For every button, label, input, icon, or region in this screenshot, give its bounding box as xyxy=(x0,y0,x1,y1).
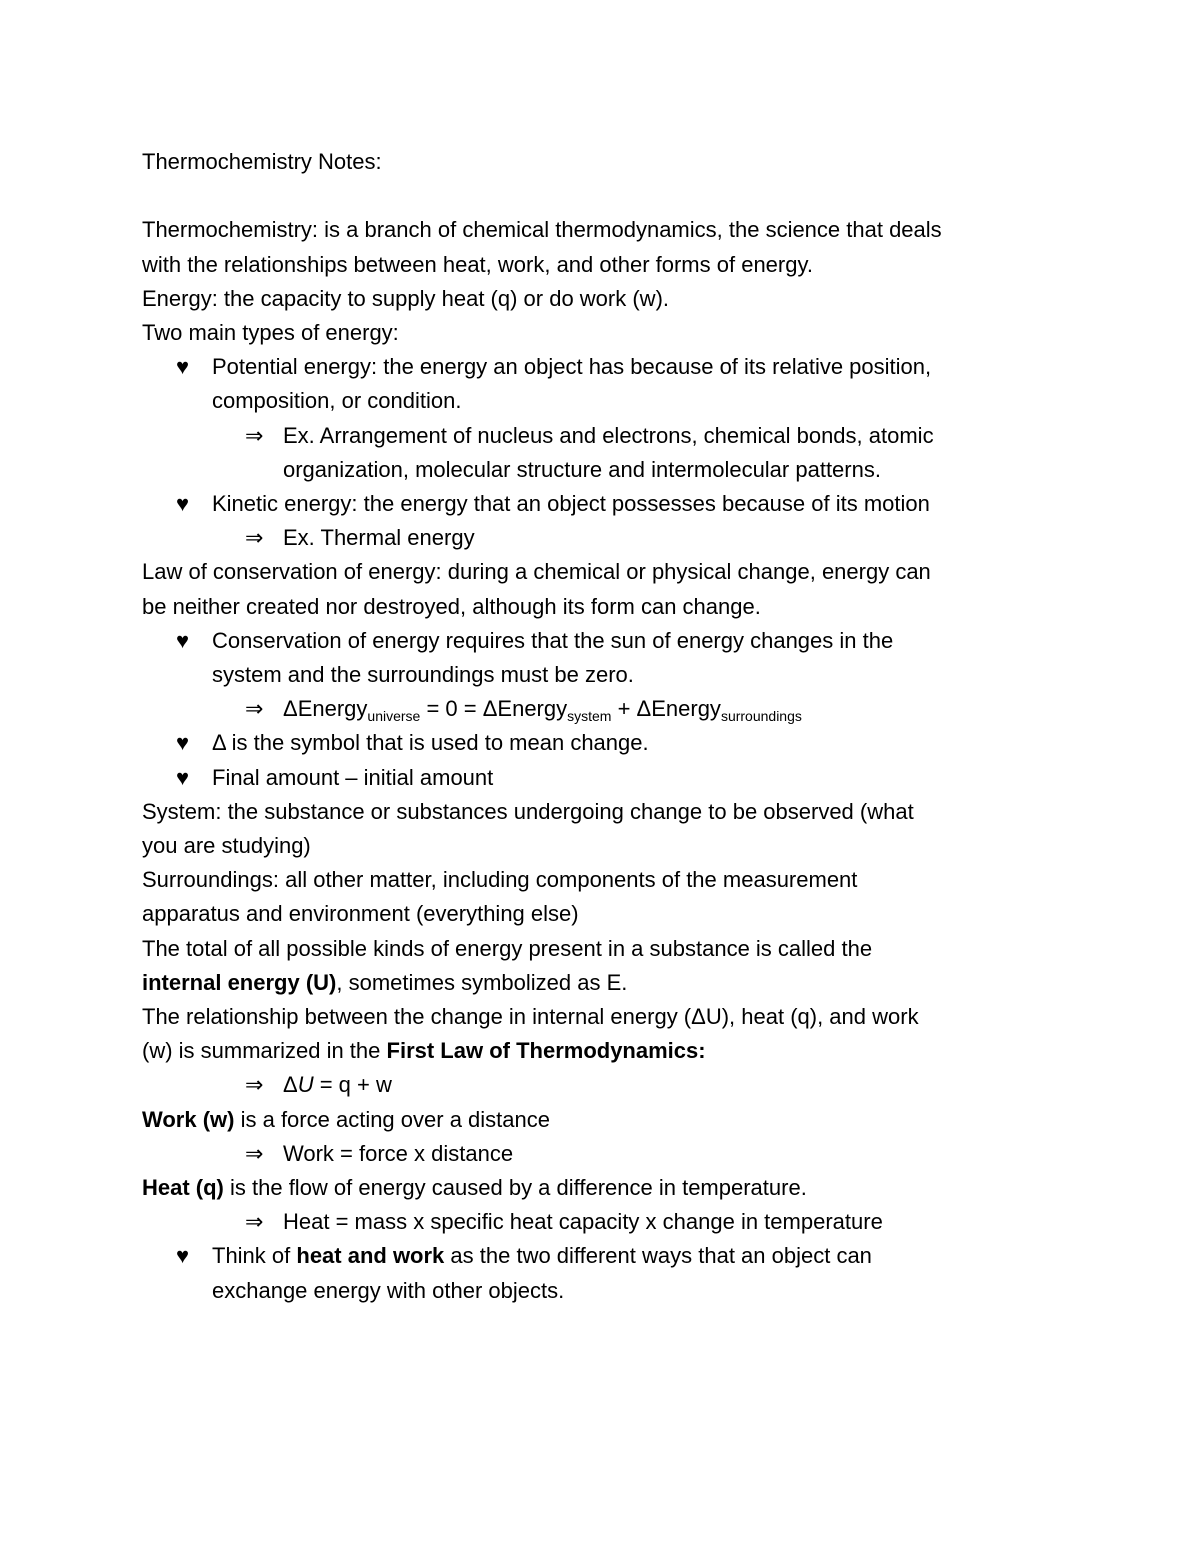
arrow-text: Ex. Thermal energy xyxy=(283,525,475,551)
internal-energy-text: The total of all possible kinds of energy present in a substance is called the xyxy=(142,935,873,961)
heat-definition xyxy=(142,1171,1072,1205)
plain-text: is a force acting over a distance xyxy=(234,1106,550,1132)
bullet-heat-and-work xyxy=(142,1239,1072,1273)
bullet-conservation-cont: system and the surroundings must be zero. xyxy=(212,662,634,688)
definition-thermochemistry: Thermochemistry: is a branch of chemical thermodynamics, the science that deals xyxy=(142,217,942,243)
heart-bullet-icon: ♥ xyxy=(176,491,190,517)
arrow-example-potential xyxy=(142,419,1072,453)
arrow-energy-equation xyxy=(142,692,1072,726)
bullet-text: Conservation of energy requires that the sun of energy changes in the xyxy=(212,627,894,653)
notes-body xyxy=(142,145,1072,1308)
double-arrow-icon: ⇒ xyxy=(245,696,264,722)
plain-text: (w) is summarized in the xyxy=(142,1038,387,1064)
heart-bullet-icon: ♥ xyxy=(176,354,190,380)
bullet-delta-symbol xyxy=(142,726,1072,760)
bullet-heat-and-work-cont: exchange energy with other objects. xyxy=(212,1277,565,1303)
arrow-text: Heat = mass x specific heat capacity x change in temperature xyxy=(283,1209,883,1235)
definition-system-cont: you are studying) xyxy=(142,833,311,859)
plain-text: is the flow of energy caused by a difference in temperature. xyxy=(223,1175,807,1201)
bullet-potential-energy xyxy=(142,350,1072,384)
bold-term: internal energy (U) xyxy=(142,969,337,995)
law-of-conservation: Law of conservation of energy: during a chemical or physical change, energy can xyxy=(142,559,931,585)
heart-bullet-icon: ♥ xyxy=(176,764,190,790)
bold-term: Heat (q) xyxy=(142,1175,224,1201)
arrow-text: Ex. Arrangement of nucleus and electrons, chemical bonds, atomic xyxy=(283,422,934,448)
double-arrow-icon: ⇒ xyxy=(245,1072,264,1098)
bullet-conservation xyxy=(142,624,1072,658)
bullet-potential-energy-cont: composition, or condition. xyxy=(212,388,462,414)
equation-part: = 0 = ΔEnergy xyxy=(420,696,568,722)
first-law-text-cont xyxy=(142,1034,1072,1068)
definition-surroundings-cont: apparatus and environment (everything else) xyxy=(142,901,579,927)
bullet-final-initial xyxy=(142,761,1072,795)
definition-system: System: the substance or substances undergoing change to be observed (what xyxy=(142,798,914,824)
plain-text: as the two different ways that an object can xyxy=(444,1243,872,1269)
work-definition xyxy=(142,1103,1072,1137)
page-title: Thermochemistry Notes: xyxy=(142,149,382,174)
blank-line xyxy=(142,179,1072,213)
double-arrow-icon: ⇒ xyxy=(245,1209,264,1235)
double-arrow-icon: ⇒ xyxy=(245,525,264,551)
definition-energy: Energy: the capacity to supply heat (q) or do work (w). xyxy=(142,285,670,311)
first-law-text: The relationship between the change in internal energy (ΔU), heat (q), and work xyxy=(142,1004,919,1030)
equation-part: Δ xyxy=(283,1072,298,1098)
arrow-first-law-equation xyxy=(142,1068,1072,1102)
law-of-conservation-cont: be neither created nor destroyed, although its form can change. xyxy=(142,593,761,619)
double-arrow-icon: ⇒ xyxy=(245,422,264,448)
heart-bullet-icon: ♥ xyxy=(176,1243,190,1269)
equation-subscript: system xyxy=(567,708,612,725)
bullet-text: Kinetic energy: the energy that an object possesses because of its motion xyxy=(212,491,930,517)
bullet-text: Final amount – initial amount xyxy=(212,764,494,790)
definition-surroundings: Surroundings: all other matter, including components of the measurement xyxy=(142,867,858,893)
heart-bullet-icon: ♥ xyxy=(176,730,190,756)
equation-part: + ΔEnergy xyxy=(611,696,721,722)
equation-subscript: universe xyxy=(367,708,421,725)
equation-variable: U xyxy=(297,1072,314,1098)
bullet-kinetic-energy xyxy=(142,487,1072,521)
bold-term: First Law of Thermodynamics: xyxy=(386,1038,706,1064)
plain-text: , sometimes symbolized as E. xyxy=(336,969,628,995)
arrow-heat-equation xyxy=(142,1205,1072,1239)
arrow-work-equation xyxy=(142,1137,1072,1171)
definition-thermochemistry-cont: with the relationships between heat, work, and other forms of energy. xyxy=(142,251,813,277)
bold-term: heat and work xyxy=(296,1243,445,1269)
arrow-example-potential-cont: organization, molecular structure and intermolecular patterns. xyxy=(283,456,881,482)
arrow-text: Work = force x distance xyxy=(283,1140,514,1166)
bullet-text: Potential energy: the energy an object has because of its relative position, xyxy=(212,354,932,380)
double-arrow-icon: ⇒ xyxy=(245,1140,264,1166)
internal-energy-text-cont xyxy=(142,966,1072,1000)
equation-part: ΔEnergy xyxy=(283,696,368,722)
bold-term: Work (w) xyxy=(142,1106,235,1132)
equation-part: = q + w xyxy=(313,1072,392,1098)
equation-subscript: surroundings xyxy=(720,708,802,725)
arrow-example-kinetic xyxy=(142,521,1072,555)
plain-text: Think of xyxy=(212,1243,297,1269)
heart-bullet-icon: ♥ xyxy=(176,627,190,653)
energy-types-heading: Two main types of energy: xyxy=(142,320,399,345)
bullet-text: Δ is the symbol that is used to mean change. xyxy=(212,730,649,756)
